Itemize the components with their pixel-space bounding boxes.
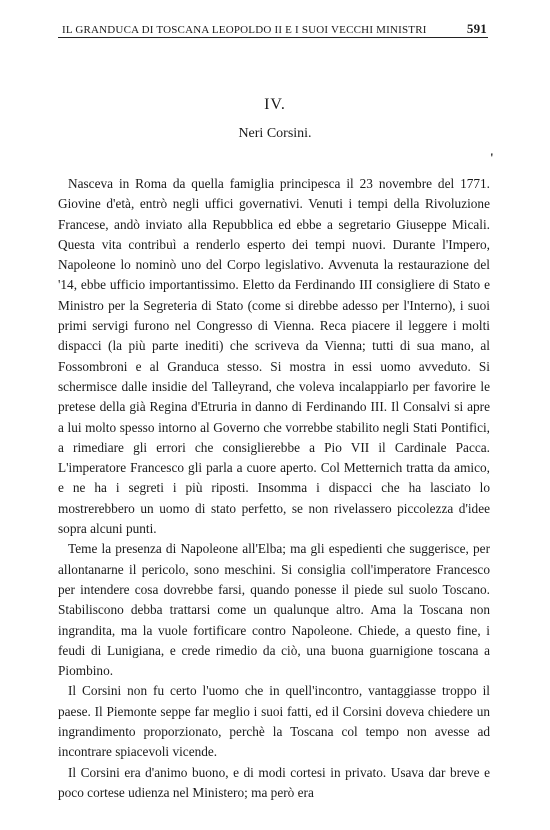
paragraph-2: Teme la presenza di Napoleone all'Elba; ma gli espedienti che suggerisce, per allontanarne il pericolo, sono meschini. Si consiglia coll'imperatore Francesco per intendere cosa dovrebbe farsi, quando ponesse il piede sul suolo Toscano. Stabiliscono debba trattarsi come un qualunque altro. Ama la Toscana non ingrandita, ma la vuole fortificare contro Napoleone. Chiede, a questo fine, i feudi di Lunigiana, e crede rimedio da ciò, una buona guarnigione toscana a Piombino. [58,541,490,679]
body-text [58,174,490,803]
header-rule [58,37,488,38]
running-header [62,21,487,37]
paragraph-3: Il Corsini non fu certo l'uomo che in quell'incontro, vantaggiasse troppo il paese. Il Piemonte seppe far meglio i suoi fatti, ed il Corsini doveva chiedere un ingrandimento proporzionato, perchè la Toscana col tempo non avesse ad incontrare spiacevoli vicende. [58,683,490,760]
page-number: 591 [466,21,487,36]
paragraph-1: Nasceva in Roma da quella famiglia principesca il 23 novembre del 1771. Giovine d'età, entrò negli uffici governativi. Venuti i tempi della Rivoluzione Francese, andò inviato alla Repubblica ed ebbe a segretario Giuseppe Micali. Questa vita contribuì a renderlo esperto dei tempi nuovi. Durante l'Impero, Napoleone lo nominò uno del Corpo legislativo. Avvenuta la restaurazione del '14, ebbe ufficio importantissimo. Eletto da Ferdinando III consigliere di Stato e Ministro per la Segreteria di Stato (come si direbbe adesso per l'Interno), i suoi primi servigi furono nel Congresso di Vienna. Reca piacere il leggere i molti dispacci (la più parte inediti) che scriveva da Vienna; tutti di sua mano, al Fossombroni e al Granduca stesso. Si mostra in essi uomo avveduto. Si schermisce dalle insidie del Talleyrand, che voleva incalappiarlo per favorire le pretese della già Regina d'Etruria in danno di Ferdinando III. Il Consalvi si apre a lui molto spesso intorno al Governo che vorrebbe stabilito negli Stati Pontifici, a rimediare gli errori che consiglierebbe a Pio VII il Cardinale Pacca. L'imperatore Francesco gli parla a cuore aperto. Col Metternich tratta da amico, e ne ha i segreti i più riposti. Insomma i dispacci che ha lasciato lo mostrerebbero un uomo di stato perfetto, se non rivelassero piccolezza d'idee sopra alcuni punti. [58,176,490,537]
running-title: IL GRANDUCA DI TOSCANA LEOPOLDO II E I SUOI VECCHI MINISTRI [62,24,427,36]
margin-mark: ' [490,150,494,165]
chapter-number: IV. [264,96,286,113]
paragraph-4: Il Corsini era d'animo buono, e di modi cortesi in privato. Usava dar breve e poco cortese udienza nel Ministero; ma però era [58,764,490,800]
chapter-title: Neri Corsini. [238,126,312,141]
